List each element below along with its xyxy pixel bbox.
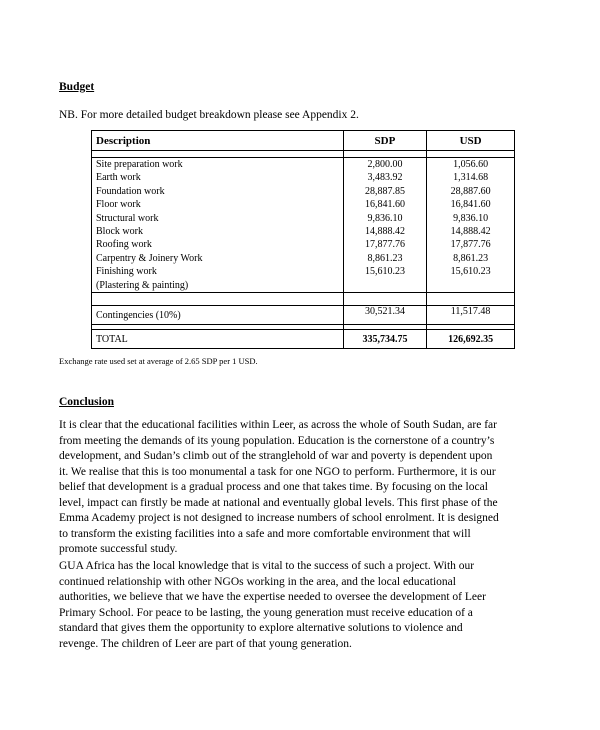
contingencies-label: Contingencies (10%)	[92, 306, 344, 325]
item-desc: (Plastering & painting)	[96, 279, 189, 291]
total-usd: 126,692.35	[427, 330, 515, 349]
paragraph-line: GUA Africa has the local knowledge that is vital to the success of such a project. With our	[59, 560, 475, 572]
item-sdp: 17,877.76	[364, 239, 405, 251]
item-sdp: 14,888.42	[364, 226, 405, 238]
item-sdp: 9,836.10	[367, 212, 403, 224]
item-usd: 28,887.60	[450, 185, 491, 197]
item-desc: Structural work	[96, 212, 159, 224]
conclusion-paragraph-2	[59, 559, 551, 652]
paragraph-line: belief that development is a gradual process and one that takes time. By focusing on the local	[59, 481, 488, 493]
paragraph-line: from meeting the demands of its young population. Education is the cornerstone of a country’s	[59, 434, 495, 447]
item-sdp: 3,483.92	[367, 172, 403, 184]
paragraph-line: it. We realise that this is too monumental a task for one NGO to perform. Furthermore, it is our	[59, 465, 496, 478]
table-gap-row	[92, 151, 515, 158]
table-items-row	[92, 158, 515, 293]
contingencies-row	[92, 306, 515, 325]
paragraph-line: revenge. The children of Leer are part of that young generation.	[59, 637, 352, 650]
table-header-row	[92, 131, 515, 151]
item-usd: 15,610.23	[450, 266, 491, 278]
budget-heading: Budget	[59, 81, 95, 93]
paragraph-line: to transform the existing facilities into a safe and more comfortable environment that will	[59, 527, 471, 540]
item-usd: 16,841.60	[450, 199, 491, 211]
column-header-usd: USD	[427, 131, 515, 151]
item-sdp: 2,800.00	[367, 159, 403, 170]
total-row	[92, 330, 515, 349]
item-usd: 1,314.68	[453, 172, 489, 184]
item-desc: Floor work	[96, 199, 141, 211]
item-sdp: 15,610.23	[364, 266, 405, 278]
conclusion-heading: Conclusion	[59, 396, 114, 408]
item-usd: 1,056.60	[453, 159, 489, 170]
total-label: TOTAL	[92, 330, 344, 349]
item-desc: Foundation work	[96, 185, 165, 197]
paragraph-line: development, and Sudan’s climb out of the stranglehold of war and poverty is dependent upon	[59, 450, 493, 462]
paragraph-line: promote successful study.	[59, 543, 178, 555]
item-usd: 9,836.10	[453, 212, 489, 224]
item-desc: Roofing work	[96, 239, 152, 251]
item-desc: Block work	[96, 226, 143, 238]
paragraph-line: authorities, we believe that we have the expertise needed to oversee the development of Leer	[59, 591, 486, 603]
item-sdp: 28,887.85	[364, 185, 405, 197]
exchange-rate-note: Exchange rate used set at average of 2.65 SDP per 1 USD.	[59, 356, 258, 366]
table-spacer-row	[92, 293, 515, 306]
budget-table	[91, 130, 515, 349]
item-desc: Site preparation work	[96, 159, 183, 170]
item-desc: Carpentry & Joinery Work	[96, 252, 203, 264]
contingencies-usd: 11,517.48	[427, 306, 515, 325]
item-sdp: 8,861.23	[367, 252, 403, 264]
paragraph-line: It is clear that the educational facilities within Leer, as across the whole of South Sudan, are far	[59, 419, 497, 431]
paragraph-line: Emma Academy project is not designed to increase numbers of school enrolment. It is designed	[59, 512, 499, 524]
total-sdp: 335,734.75	[343, 330, 427, 349]
item-usd: 14,888.42	[450, 226, 491, 238]
paragraph-line: standard that gives them the opportunity to explore alternative solutions to violence and	[59, 622, 463, 634]
contingencies-sdp: 30,521.34	[343, 306, 427, 325]
item-usd: 17,877.76	[450, 239, 491, 251]
conclusion-paragraph-1	[59, 418, 551, 558]
item-sdp-values	[343, 158, 427, 293]
item-sdp: 16,841.60	[364, 199, 405, 211]
column-header-description: Description	[92, 131, 344, 151]
paragraph-line: continued relationship with other NGOs working in the area, and the local educational	[59, 575, 456, 588]
item-descriptions	[92, 158, 344, 293]
item-usd-values	[427, 158, 515, 293]
item-desc: Earth work	[96, 172, 141, 184]
item-desc: Finishing work	[96, 266, 157, 278]
column-header-sdp: SDP	[343, 131, 427, 151]
item-usd: 8,861.23	[453, 252, 489, 264]
paragraph-line: level, impact can firstly be made at national and eventually global levels. This first phase of the	[59, 496, 498, 509]
budget-note: NB. For more detailed budget breakdown please see Appendix 2.	[59, 109, 359, 121]
paragraph-line: Primary School. For peace to be lasting, the young generation must receive education of a	[59, 606, 473, 619]
